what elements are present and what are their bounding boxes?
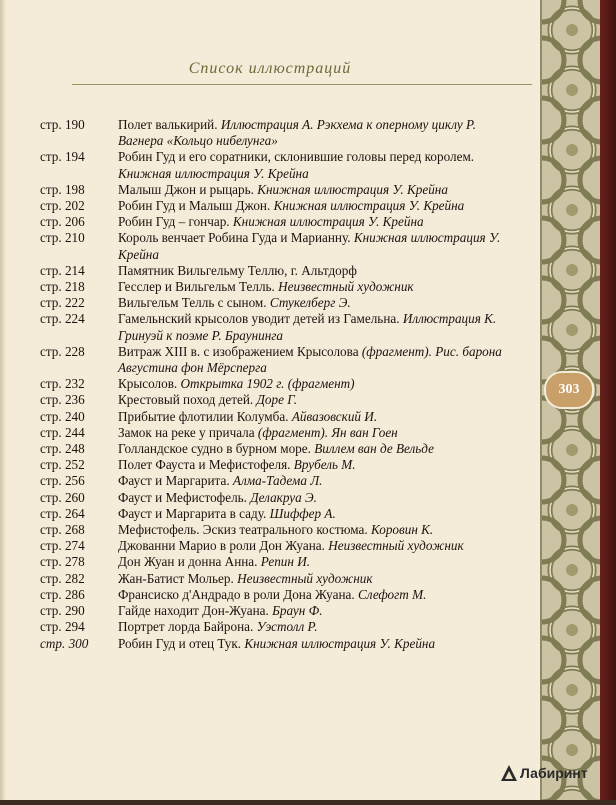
illustration-description <box>118 279 510 295</box>
illustration-title: Фауст и Маргарита в саду. <box>118 505 270 521</box>
illustration-credit: Книжная иллюстрация У. Крейна <box>232 214 424 230</box>
list-item <box>40 409 510 425</box>
illustration-title: Гесслер и Вильгельм Телль. <box>118 279 279 295</box>
list-item <box>40 263 510 279</box>
page-reference: стр. 236 <box>40 392 85 408</box>
illustration-description <box>118 587 510 603</box>
page-reference: стр. 278 <box>40 554 85 570</box>
illustration-description <box>118 409 510 425</box>
illustration-title: Король венчает Робина Гуда и Марианну. <box>118 230 354 246</box>
list-item <box>40 636 510 652</box>
page-reference: стр. 240 <box>40 408 85 424</box>
page-reference: стр. 248 <box>40 441 85 457</box>
illustration-credit: Книжная иллюстрация У. Крейна <box>244 635 436 651</box>
illustration-description <box>118 571 510 587</box>
illustration-title: Гайде находит Дон-Жуана. <box>118 603 273 619</box>
illustration-credit: Алма-Тадема Л. <box>232 473 323 489</box>
illustration-description <box>118 441 510 457</box>
illustration-credit: Врубель М. <box>293 457 356 473</box>
page-reference: стр. 268 <box>40 522 85 538</box>
list-item <box>40 279 510 295</box>
illustration-credit: Шиффер А. <box>269 505 336 521</box>
illustration-description <box>118 619 510 635</box>
page-reference: стр. 274 <box>40 538 85 554</box>
illustration-description <box>118 490 510 506</box>
illustration-title: Крысолов. <box>118 376 181 392</box>
page-reference: стр. 256 <box>40 473 85 489</box>
list-item <box>40 571 510 587</box>
page-reference: стр. 260 <box>40 489 85 505</box>
illustration-credit: Доре Г. <box>256 392 298 408</box>
list-item <box>40 149 510 181</box>
list-item <box>40 457 510 473</box>
page-reference: стр. 190 <box>40 117 85 132</box>
page-reference: стр. 232 <box>40 376 85 392</box>
illustration-title: Фауст и Мефистофель. <box>118 489 251 505</box>
illustration-credit: (фрагмент). Рис. барона Августина фон Мёрсперга <box>118 343 502 376</box>
header-divider <box>72 84 532 85</box>
illustration-credit: Иллюстрация А. Рэкхема к оперному циклу Р. Вагнера «Кольцо нибелунга» <box>118 117 477 149</box>
page-reference: стр. 206 <box>40 214 85 230</box>
illustration-credit: Слефогт М. <box>357 586 427 602</box>
illustration-title: Памятник Вильгельму Теллю, г. Альтдорф <box>118 262 357 278</box>
list-item <box>40 522 510 538</box>
illustration-credit: Книжная иллюстрация У. Крейна <box>273 198 465 214</box>
illustration-description <box>118 214 510 230</box>
list-item <box>40 214 510 230</box>
illustration-title: Полет валькирий. <box>118 117 221 132</box>
list-item <box>40 538 510 554</box>
illustration-credit: Браун Ф. <box>272 603 323 619</box>
illustration-credit: Неизвестный художник <box>237 570 373 586</box>
illustration-title: Гамельнский крысолов уводит детей из Гамельна. <box>118 311 403 327</box>
illustration-credit: Делакруа Э. <box>250 489 317 505</box>
illustration-credit: Репин И. <box>260 554 311 570</box>
illustration-description <box>118 425 510 441</box>
list-item <box>40 554 510 570</box>
list-item <box>40 425 510 441</box>
illustration-description <box>118 473 510 489</box>
illustration-title: Портрет лорда Байрона. <box>118 619 257 635</box>
page-reference: стр. 286 <box>40 586 85 602</box>
illustration-title: Полет Фауста и Мефистофеля. <box>118 457 294 473</box>
page-reference: стр. 294 <box>40 619 85 635</box>
list-item <box>40 473 510 489</box>
illustration-description <box>118 376 510 392</box>
page-title: Список иллюстраций <box>188 60 352 77</box>
illustration-title: Джованни Марио в роли Дон Жуана. <box>118 538 329 554</box>
page-reference: стр. 300 <box>40 635 89 651</box>
illustration-credit: Уэстолл Р. <box>256 619 318 635</box>
page-reference: стр. 244 <box>40 424 85 440</box>
illustration-title: Малыш Джон и рыцарь. <box>118 181 258 197</box>
illustration-title: Прибытие флотилии Колумба. <box>118 408 292 424</box>
watermark-text: Лабиринт <box>520 765 588 781</box>
illustration-credit: Книжная иллюстрация У. Крейна <box>118 165 309 181</box>
illustration-description <box>118 198 510 214</box>
illustration-credit: Неизвестный художник <box>328 538 464 554</box>
illustration-credit: Коровин К. <box>370 522 434 538</box>
illustration-title: Жан-Батист Мольер. <box>118 570 238 586</box>
list-item <box>40 506 510 522</box>
page-reference: стр. 224 <box>40 311 85 327</box>
illustration-credit: Книжная иллюстрация У. Крейна <box>257 181 448 197</box>
list-item <box>40 198 510 214</box>
page-number-badge: 303 <box>544 371 594 409</box>
illustration-list <box>40 117 510 652</box>
list-item <box>40 117 510 149</box>
illustration-title: Вильгельм Телль с сыном. <box>118 295 270 311</box>
page-reference: стр. 282 <box>40 570 85 586</box>
illustration-description <box>118 392 510 408</box>
illustration-description <box>118 554 510 570</box>
illustration-description <box>118 344 510 376</box>
illustration-title: Робин Гуд и отец Тук. <box>118 635 245 651</box>
illustration-description <box>118 295 510 311</box>
list-item <box>40 619 510 635</box>
list-item <box>40 603 510 619</box>
list-item <box>40 392 510 408</box>
illustration-description <box>118 263 510 279</box>
list-item <box>40 182 510 198</box>
watermark <box>500 758 616 788</box>
illustration-credit: Виллем ван де Вельде <box>314 441 434 457</box>
illustration-description <box>118 538 510 554</box>
illustration-description <box>118 117 510 149</box>
spine-shadow <box>0 0 6 800</box>
page-header <box>0 50 540 90</box>
page-reference: стр. 202 <box>40 198 85 214</box>
illustration-description <box>118 457 510 473</box>
list-item <box>40 311 510 343</box>
illustration-credit: Открытка 1902 г. (фрагмент) <box>180 376 355 392</box>
list-item <box>40 344 510 376</box>
illustration-title: Витраж XIII в. с изображением Крысолова <box>118 343 362 359</box>
page-reference: стр. 218 <box>40 279 85 295</box>
list-item <box>40 376 510 392</box>
illustration-title: Замок на реке у причала <box>118 424 258 440</box>
illustration-description <box>118 603 510 619</box>
illustration-title: Франсиско д'Андрадо в роли Дона Жуана. <box>118 586 358 602</box>
page-reference: стр. 264 <box>40 505 85 521</box>
page-reference: стр. 252 <box>40 457 85 473</box>
book-cover-edge <box>600 0 616 800</box>
page-reference: стр. 194 <box>40 149 85 165</box>
illustration-credit: (фрагмент). Ян ван Гоен <box>257 424 398 440</box>
list-item <box>40 295 510 311</box>
illustration-description <box>118 506 510 522</box>
illustration-title: Дон Жуан и донна Анна. <box>118 554 261 570</box>
illustration-title: Робин Гуд и его соратники, склонившие головы перед королем. <box>118 149 475 165</box>
illustration-credit: Неизвестный художник <box>278 279 414 295</box>
illustration-title: Фауст и Маргарита. <box>118 473 233 489</box>
illustration-credit: Иллюстрация К. Гринуэй к поэме Р. Браунинга <box>118 311 497 343</box>
illustration-description <box>118 522 510 538</box>
illustration-title: Робин Гуд – гончар. <box>118 214 233 230</box>
page-reference: стр. 198 <box>40 181 85 197</box>
page-reference: стр. 228 <box>40 343 85 359</box>
illustration-credit: Стукелберг Э. <box>269 295 351 311</box>
illustration-description <box>118 311 510 343</box>
page-reference: стр. 210 <box>40 230 85 246</box>
page-reference: стр. 214 <box>40 262 85 278</box>
illustration-credit: Книжная иллюстрация У. Крейна <box>118 230 501 262</box>
list-item <box>40 441 510 457</box>
illustration-description <box>118 230 510 262</box>
illustration-title: Мефистофель. Эскиз театрального костюма. <box>118 522 371 538</box>
illustration-title: Робин Гуд и Малыш Джон. <box>118 198 274 214</box>
illustration-title: Крестовый поход детей. <box>118 392 257 408</box>
list-item <box>40 490 510 506</box>
list-item <box>40 230 510 262</box>
illustration-title: Голландское судно в бурном море. <box>118 441 315 457</box>
page-reference: стр. 222 <box>40 295 85 311</box>
page-reference: стр. 290 <box>40 603 85 619</box>
list-item <box>40 587 510 603</box>
illustration-description <box>118 636 510 652</box>
illustration-credit: Айвазовский И. <box>291 408 378 424</box>
illustration-description <box>118 149 510 181</box>
labyrinth-logo-icon <box>500 764 518 782</box>
illustration-description <box>118 182 510 198</box>
